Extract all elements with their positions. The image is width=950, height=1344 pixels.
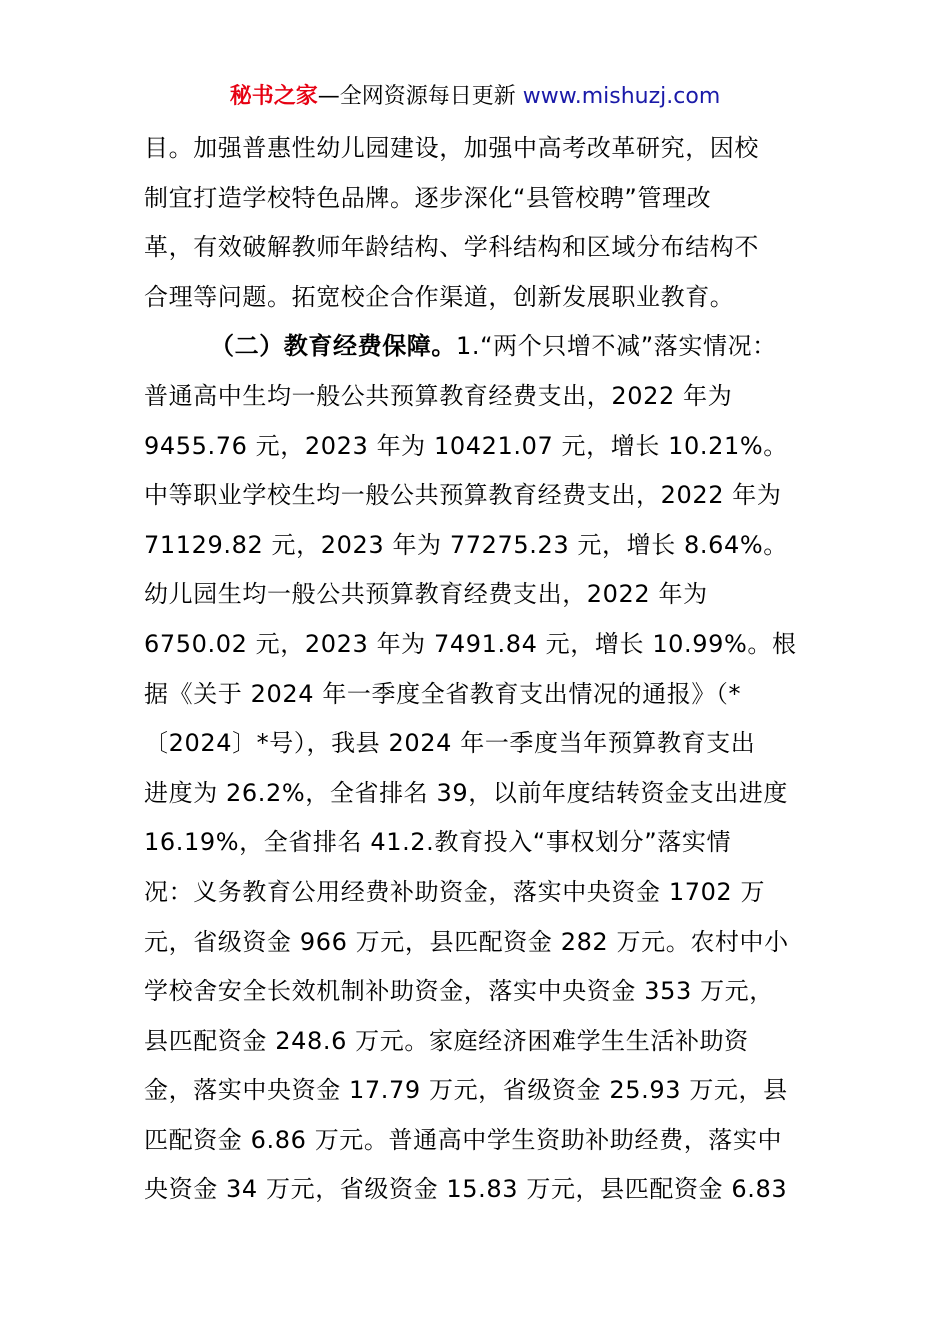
line-text: 9455.76 元，2023 年为 10421.07 元，增长 10.21%。 [144,431,788,460]
line-text: 1.“两个只增不减”落实情况： [456,332,777,361]
text-line [144,570,814,620]
line-text: 况：义务教育公用经费补助资金，落实中央资金 1702 万 [144,877,766,906]
line-text: 金，落实中央资金 17.79 万元，省级资金 25.93 万元，县 [144,1076,788,1105]
section-heading-line [144,322,814,372]
text-line [144,868,814,918]
line-text: 合理等问题。拓宽校企合作渠道，创新发展职业教育。 [144,282,735,311]
line-text: 县匹配资金 248.6 万元。家庭经济困难学生生活补助资 [144,1026,749,1055]
section-heading: （二）教育经费保障。 [210,332,456,361]
line-text: 匹配资金 6.86 万元。普通高中学生资助补助经费，落实中 [144,1125,783,1154]
line-text: 幼儿园生均一般公共预算教育经费支出，2022 年为 [144,580,708,609]
header-tagline: —全网资源每日更新 [317,84,516,109]
line-text: 中等职业学校生均一般公共预算教育经费支出，2022 年为 [144,481,782,510]
text-line [144,124,814,174]
line-text: 〔2024〕*号），我县 2024 年一季度当年预算教育支出 [144,729,756,758]
text-line [144,273,814,323]
line-text: 目。加强普惠性幼儿园建设，加强中高考改革研究，因校 [144,134,759,162]
text-line [144,670,814,720]
text-line [144,521,814,571]
text-line [144,818,814,868]
brand-name: 秘书之家 [229,84,318,109]
line-text: 16.19%，全省排名 41.2.教育投入“事权划分”落实情 [144,828,732,857]
text-line [144,918,814,968]
text-line [144,422,814,472]
line-text: 革，有效破解教师年龄结构、学科结构和区域分布结构不 [144,233,759,262]
line-text: 据《关于 2024 年一季度全省教育支出情况的通报》（* [144,679,742,708]
text-line [144,967,814,1017]
line-text: 学校舍安全长效机制补助资金，落实中央资金 353 万元， [144,977,774,1006]
text-line [144,1066,814,1116]
line-text: 6750.02 元，2023 年为 7491.84 元，增长 10.99%。根 [144,629,797,658]
text-line [144,1165,814,1215]
line-text: 进度为 26.2%，全省排名 39，以前年度结转资金支出进度 [144,778,789,807]
text-line [144,223,814,273]
text-line [144,1017,814,1067]
text-line [144,1116,814,1166]
text-line [144,769,814,819]
line-text: 元，省级资金 966 万元，县匹配资金 282 万元。农村中小 [144,927,789,956]
text-line [144,174,814,224]
text-line [144,719,814,769]
text-line [144,372,814,422]
site-url[interactable]: www.mishuzj.com [522,84,721,109]
page-header [0,80,950,114]
line-text: 央资金 34 万元，省级资金 15.83 万元，县匹配资金 6.83 [144,1175,788,1204]
document-body [144,124,814,1215]
line-text: 71129.82 元，2023 年为 77275.23 元，增长 8.64%。 [144,530,788,559]
text-line [144,620,814,670]
text-line [144,471,814,521]
line-text: 制宜打造学校特色品牌。逐步深化“县管校聘”管理改 [144,183,712,212]
line-text: 普通高中生均一般公共预算教育经费支出，2022 年为 [144,381,733,410]
